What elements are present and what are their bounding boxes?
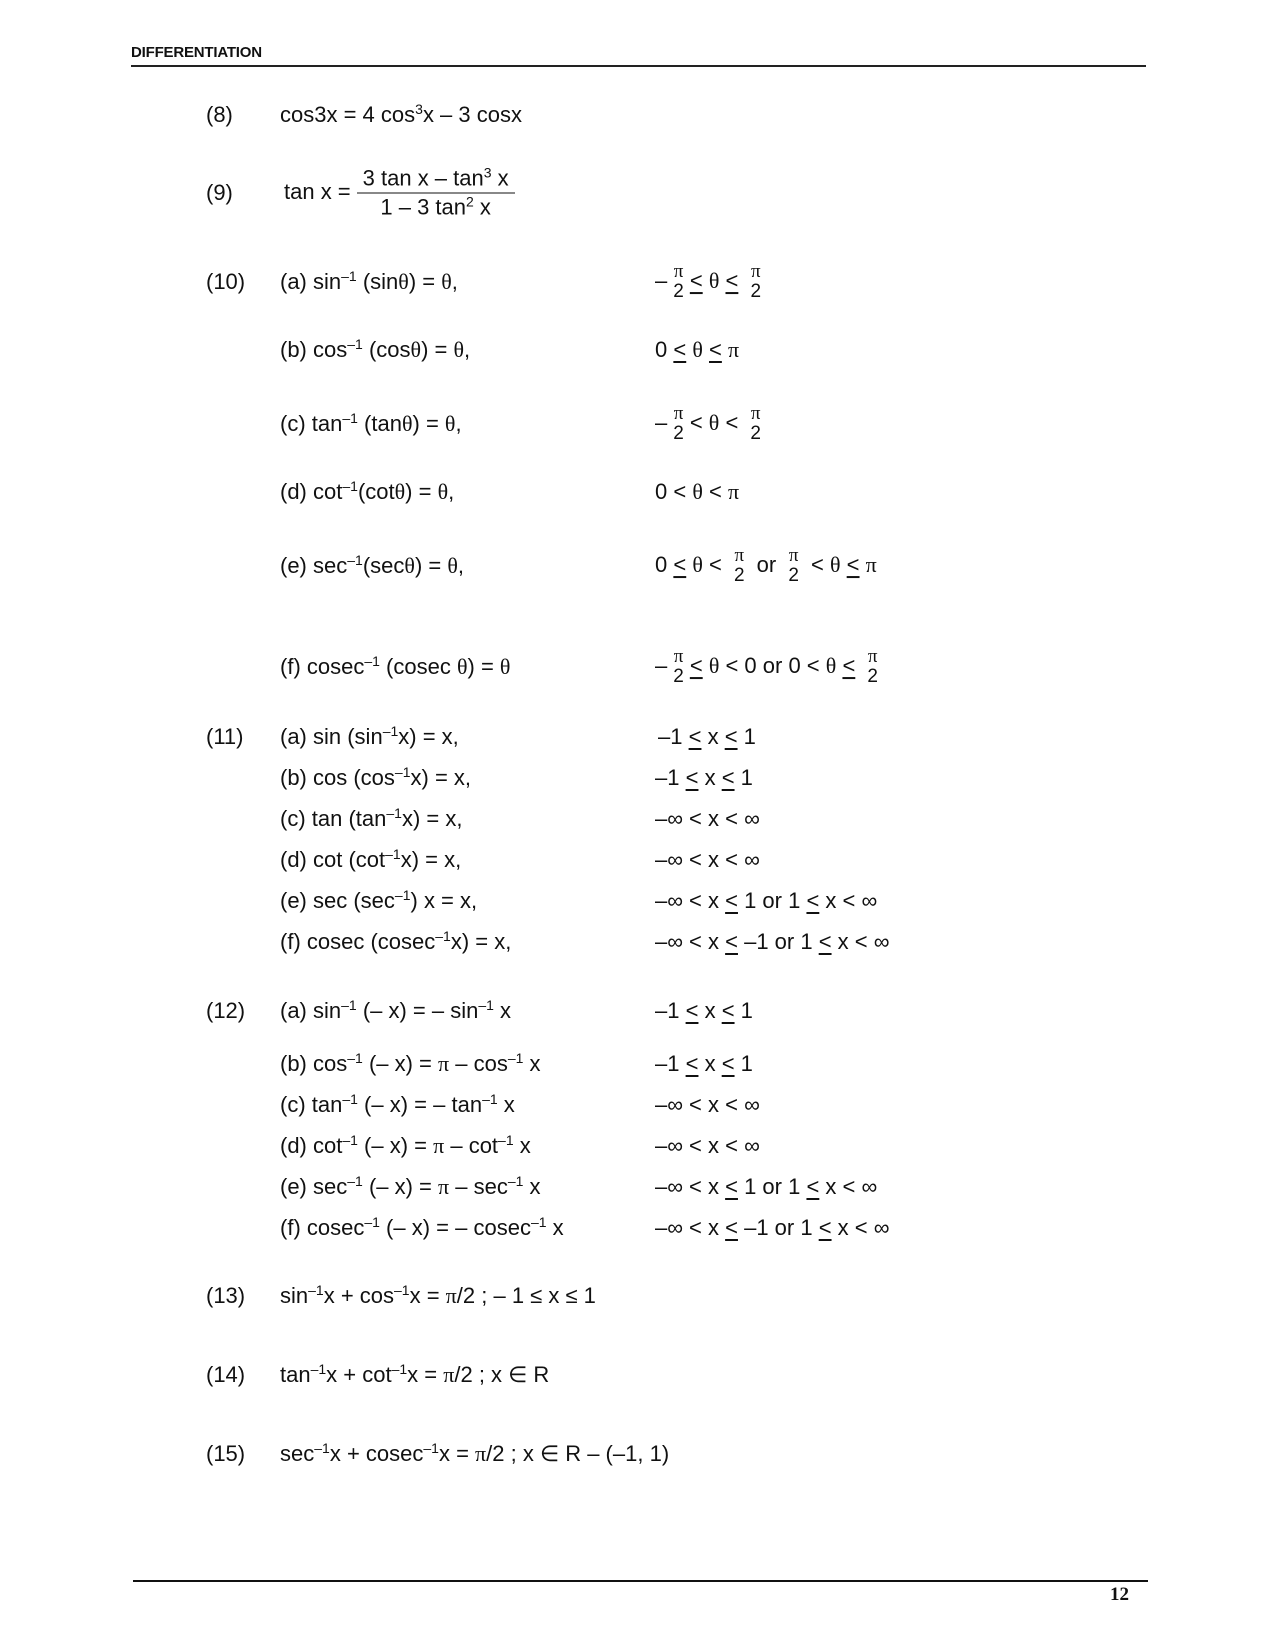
- formula-text: (a) $\sin (\sin^{-1}x) = x$,: [280, 723, 459, 749]
- formula-range: –∞ < x < ∞: [655, 806, 760, 831]
- formula-number: (14): [206, 1362, 246, 1387]
- formula-number: (9): [206, 180, 233, 205]
- formula-range: –∞ < x < ∞: [655, 847, 760, 872]
- header-rule: [131, 65, 1146, 67]
- formula-range: –∞ < x < ∞: [655, 1133, 760, 1158]
- formula-range: –1 < x < 1: [655, 998, 753, 1023]
- formula-text: (b) $\cos^{-1}$ (– $x) = \pi - \cos^{-1} x$: [280, 1050, 541, 1076]
- formula-text: (a) $\sin^{-1} (\sin\theta) = \theta$,: [280, 268, 458, 294]
- formula-text: (e) $\sec^{-1}$ (– $x) = \pi - \sec^{-1} x$: [280, 1173, 541, 1199]
- formula-text: $\sin^{-1}x + \cos^{-1}x = \pi/2$ ; – 1 ≤ x ≤ 1: [280, 1282, 596, 1308]
- formula-range: – π 2 < θ < π 2: [655, 403, 761, 444]
- formula-text: (e) $\sec (\sec^{-1}) x = x$,: [280, 887, 478, 913]
- formula-range: –1 < x < 1: [658, 724, 756, 749]
- formula-text: (a) $\sin^{-1}$ (– x) = – $\sin^{-1} x$: [280, 997, 512, 1023]
- formula-range: – π 2 < θ < 0 or 0 < θ < π 2: [655, 646, 878, 687]
- formula-range: –1 < x < 1: [655, 1051, 753, 1076]
- formula-range: 0 < θ < π: [655, 479, 740, 504]
- formula-text: (f) cosec$^{-1}$ (cosec θ) = θ: [280, 653, 511, 679]
- formula-range: –1 < x < 1: [655, 765, 753, 790]
- formula-text: (b) $\cos (\cos^{-1}x) = x$,: [280, 764, 472, 790]
- page-number: 12: [1110, 1584, 1129, 1605]
- formula-range: – π 2 < θ < π 2: [655, 261, 762, 302]
- running-header: DIFFERENTIATION: [131, 44, 262, 61]
- formula-number: (10): [206, 269, 246, 294]
- formula-text: (e) $\sec^{-1}(\sec\theta) = \theta$,: [280, 552, 465, 578]
- formula-text: (f) cosec (cosec$^{-1}$x) = x,: [280, 928, 512, 954]
- formula-text: (d) $\cot (\cot^{-1}x) = x$,: [280, 846, 462, 872]
- formula-text: (c) $\tan^{-1} (\tan\theta) = \theta$,: [280, 410, 462, 436]
- formula-text: (b) $\cos^{-1} (\cos\theta) = \theta$,: [280, 336, 471, 362]
- footer-rule: [133, 1580, 1148, 1582]
- formula-number: (13): [206, 1283, 246, 1308]
- formula-range: –∞ < x < –1 or 1 < x < ∞: [655, 1215, 890, 1240]
- formula-text: (f) cosec$^{-1}$ (– x) = – cosec$^{-1}$ x: [280, 1214, 564, 1240]
- formula-text: $\sec^{-1}x + cosec^{-1}x = \pi/2$ ; x ∈ R – (–1, 1): [280, 1440, 670, 1466]
- formula-range: 0 < θ < π 2 or π 2 < θ < π: [655, 545, 877, 586]
- formula-text: (d) $\cot^{-1}(\cot\theta) = \theta$,: [280, 478, 455, 504]
- formula-number: (12): [206, 998, 246, 1023]
- formula-text: (c) $\tan (\tan^{-1}x) = x$,: [280, 805, 463, 831]
- formula-text: tan x = $\frac{3 \tan x - \tan^3 x}{1 - 3 \tan^2 x}$: [284, 168, 515, 219]
- formula-range: –∞ < x < 1 or 1 < x < ∞: [655, 888, 878, 913]
- formula-text: (c) $\tan^{-1}$ (– x) = – $\tan^{-1} x$: [280, 1091, 515, 1117]
- formula-number: (15): [206, 1441, 246, 1466]
- formula-range: –∞ < x < –1 or 1 < x < ∞: [655, 929, 890, 954]
- fraction: $\frac{3 \tan x - \tan^3 x}{1 - 3 \tan^2 x}$: [357, 168, 515, 219]
- formula-text: cos3x = 4 $\cos^3x - 3$ cosx: [280, 101, 522, 127]
- formula-text: (d) $\cot^{-1}$ (– $x) = \pi - \cot^{-1} x$: [280, 1132, 531, 1158]
- formula-number: (8): [206, 102, 233, 127]
- formula-number: (11): [206, 724, 244, 749]
- formula-range: –∞ < x < ∞: [655, 1092, 760, 1117]
- formula-text: $\tan^{-1}x + \cot^{-1}x = \pi/2$ ; x ∈ R: [280, 1361, 550, 1387]
- formula-range: 0 < θ < π: [655, 337, 740, 362]
- formula-range: –∞ < x < 1 or 1 < x < ∞: [655, 1174, 878, 1199]
